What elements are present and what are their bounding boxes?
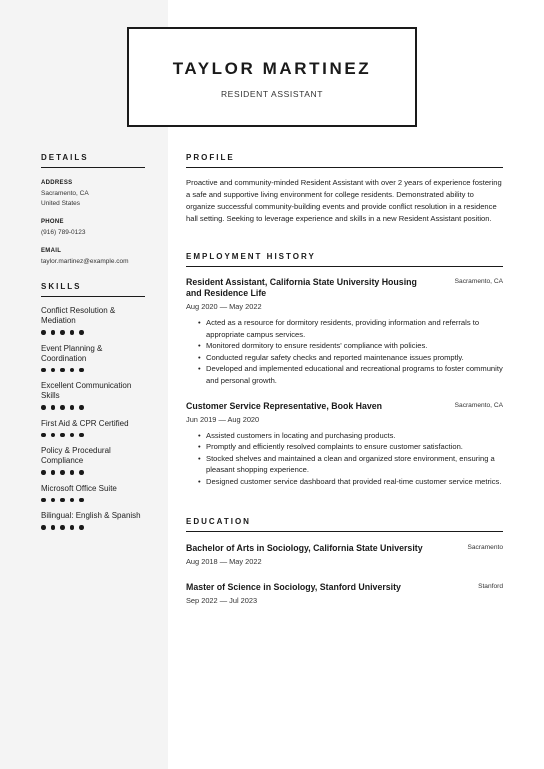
degree-title: Bachelor of Arts in Sociology, California State University <box>186 543 423 553</box>
education-location: Sacramento <box>467 544 503 551</box>
job-bullet: • Developed and implemented educational and recreational programs to foster community and personal growth. <box>198 363 503 386</box>
skill-item <box>41 484 145 503</box>
phone-value: (916) 789-0123 <box>41 229 86 236</box>
employment-heading: EMPLOYMENT HISTORY <box>186 252 503 267</box>
skill-level-dot <box>51 470 56 475</box>
skill-level-dot <box>70 470 75 475</box>
job-title: Customer Service Representative, Book Haven <box>186 400 383 411</box>
job-title: Resident Assistant, California State University Housing and Residence Life <box>186 277 417 298</box>
education-header <box>186 543 503 554</box>
skill-level-dot <box>60 405 65 410</box>
education-heading: EDUCATION <box>186 517 503 532</box>
skill-level-dot <box>41 330 46 335</box>
skill-level-dot <box>60 498 65 503</box>
address-line1: Sacramento, CA <box>41 190 89 197</box>
education-entry <box>186 582 503 605</box>
skill-level-dot <box>70 368 75 373</box>
skill-level-dots <box>41 330 145 335</box>
skill-level-dots <box>41 525 145 530</box>
skill-name: Microsoft Office Suite <box>41 483 117 493</box>
job-bullet: • Stocked shelves and maintained a clean and organized store environment, ensuring a pleasant shopping experience. <box>198 453 503 476</box>
job-header <box>186 401 503 412</box>
skill-level-dot <box>41 368 46 373</box>
skill-level-dot <box>51 330 56 335</box>
skill-level-dot <box>60 525 65 530</box>
skill-item <box>41 344 145 373</box>
profile-heading: PROFILE <box>186 153 503 168</box>
skill-level-dot <box>51 368 56 373</box>
skills-heading: SKILLS <box>41 282 145 297</box>
skill-level-dot <box>41 498 46 503</box>
skill-level-dots <box>41 368 145 373</box>
skill-level-dot <box>51 433 56 438</box>
email-value: taylor.martinez@example.com <box>41 258 129 265</box>
name-header <box>127 27 417 127</box>
skill-level-dot <box>41 433 46 438</box>
job-entry <box>186 401 503 488</box>
education-dates: Aug 2018 — May 2022 <box>186 557 262 566</box>
job-bullets <box>186 317 503 387</box>
job-location: Sacramento, CA <box>454 278 503 285</box>
skill-name: Event Planning & Coordination <box>41 343 103 363</box>
candidate-title: RESIDENT ASSISTANT <box>220 89 324 99</box>
skill-item <box>41 446 145 475</box>
education-dates: Sep 2022 — Jul 2023 <box>186 596 258 605</box>
candidate-name: TAYLOR MARTINEZ <box>172 59 372 78</box>
job-dates: Aug 2020 — May 2022 <box>186 302 262 311</box>
education-section <box>186 517 503 605</box>
skill-level-dot <box>51 405 56 410</box>
phone-label: PHONE <box>41 219 64 225</box>
education-entry <box>186 543 503 566</box>
details-section <box>41 153 145 267</box>
skill-level-dot <box>60 368 65 373</box>
skill-level-dot <box>79 498 84 503</box>
profile-section <box>186 153 503 225</box>
job-bullet: • Designed customer service dashboard that provided real-time customer service metrics. <box>198 476 503 488</box>
skill-level-dot <box>79 470 84 475</box>
skill-item <box>41 381 145 410</box>
skill-level-dot <box>70 433 75 438</box>
skill-level-dot <box>70 405 75 410</box>
job-location: Sacramento, CA <box>454 401 503 409</box>
skill-item <box>41 306 145 335</box>
address-label: ADDRESS <box>41 180 73 186</box>
job-bullet: • Assisted customers in locating and purchasing products. <box>198 430 503 442</box>
skill-name: Policy & Procedural Compliance <box>41 446 111 465</box>
skill-level-dot <box>60 470 65 475</box>
skills-section <box>41 282 145 530</box>
skill-level-dot <box>79 405 84 410</box>
skill-item <box>41 419 145 438</box>
skill-level-dots <box>41 470 145 475</box>
job-header <box>186 277 503 299</box>
skill-item <box>41 511 145 530</box>
skill-level-dot <box>70 525 75 530</box>
address-line2: United States <box>41 200 81 207</box>
skill-level-dot <box>70 330 75 335</box>
skill-level-dots <box>41 433 145 438</box>
job-bullet: • Monitored dormitory to ensure residents' compliance with policies. <box>198 340 503 352</box>
profile-summary: Proactive and community-minded Resident Assistant with over 2 years of experience fostering a safe and supportive living environment for college residents. Demonstrated ability to organize successful community-building events and provide conflict resolution in a residence hall setting. Seeking to leverage experience and skills in a new Resident Assistant position. <box>186 178 502 223</box>
skill-name: Bilingual: English & Spanish <box>41 511 141 520</box>
job-bullet: • Conducted regular safety checks and reported maintenance issues promptly. <box>198 352 503 364</box>
skill-level-dot <box>51 525 56 530</box>
skill-name: Excellent Communication Skills <box>41 381 132 400</box>
skill-level-dot <box>79 368 84 373</box>
details-heading: DETAILS <box>41 153 145 168</box>
skill-level-dot <box>70 498 75 503</box>
skill-level-dot <box>41 470 46 475</box>
education-header <box>186 582 503 593</box>
skill-level-dots <box>41 498 145 503</box>
email-label: EMAIL <box>41 248 62 254</box>
degree-title: Master of Science in Sociology, Stanford University <box>186 582 401 592</box>
skill-level-dot <box>79 330 84 335</box>
skill-level-dot <box>41 525 46 530</box>
skill-name: First Aid & CPR Certified <box>41 418 129 428</box>
job-entry <box>186 277 503 387</box>
job-bullet: • Promptly and efficiently resolved complaints to ensure customer satisfaction. <box>198 441 503 453</box>
job-dates: Jun 2019 — Aug 2020 <box>186 414 260 424</box>
education-location: Stanford <box>478 583 503 590</box>
employment-section <box>186 252 503 488</box>
skill-level-dots <box>41 405 145 410</box>
skill-name: Conflict Resolution & Mediation <box>41 306 116 325</box>
job-bullets <box>186 430 503 488</box>
skill-level-dot <box>41 405 46 410</box>
skill-level-dot <box>60 330 65 335</box>
skill-level-dot <box>60 433 65 438</box>
job-bullet: • Acted as a resource for dormitory residents, providing information and referrals to appropriate campus services. <box>198 317 503 340</box>
skill-level-dot <box>51 498 56 503</box>
skill-level-dot <box>79 525 84 530</box>
skill-level-dot <box>79 433 84 438</box>
